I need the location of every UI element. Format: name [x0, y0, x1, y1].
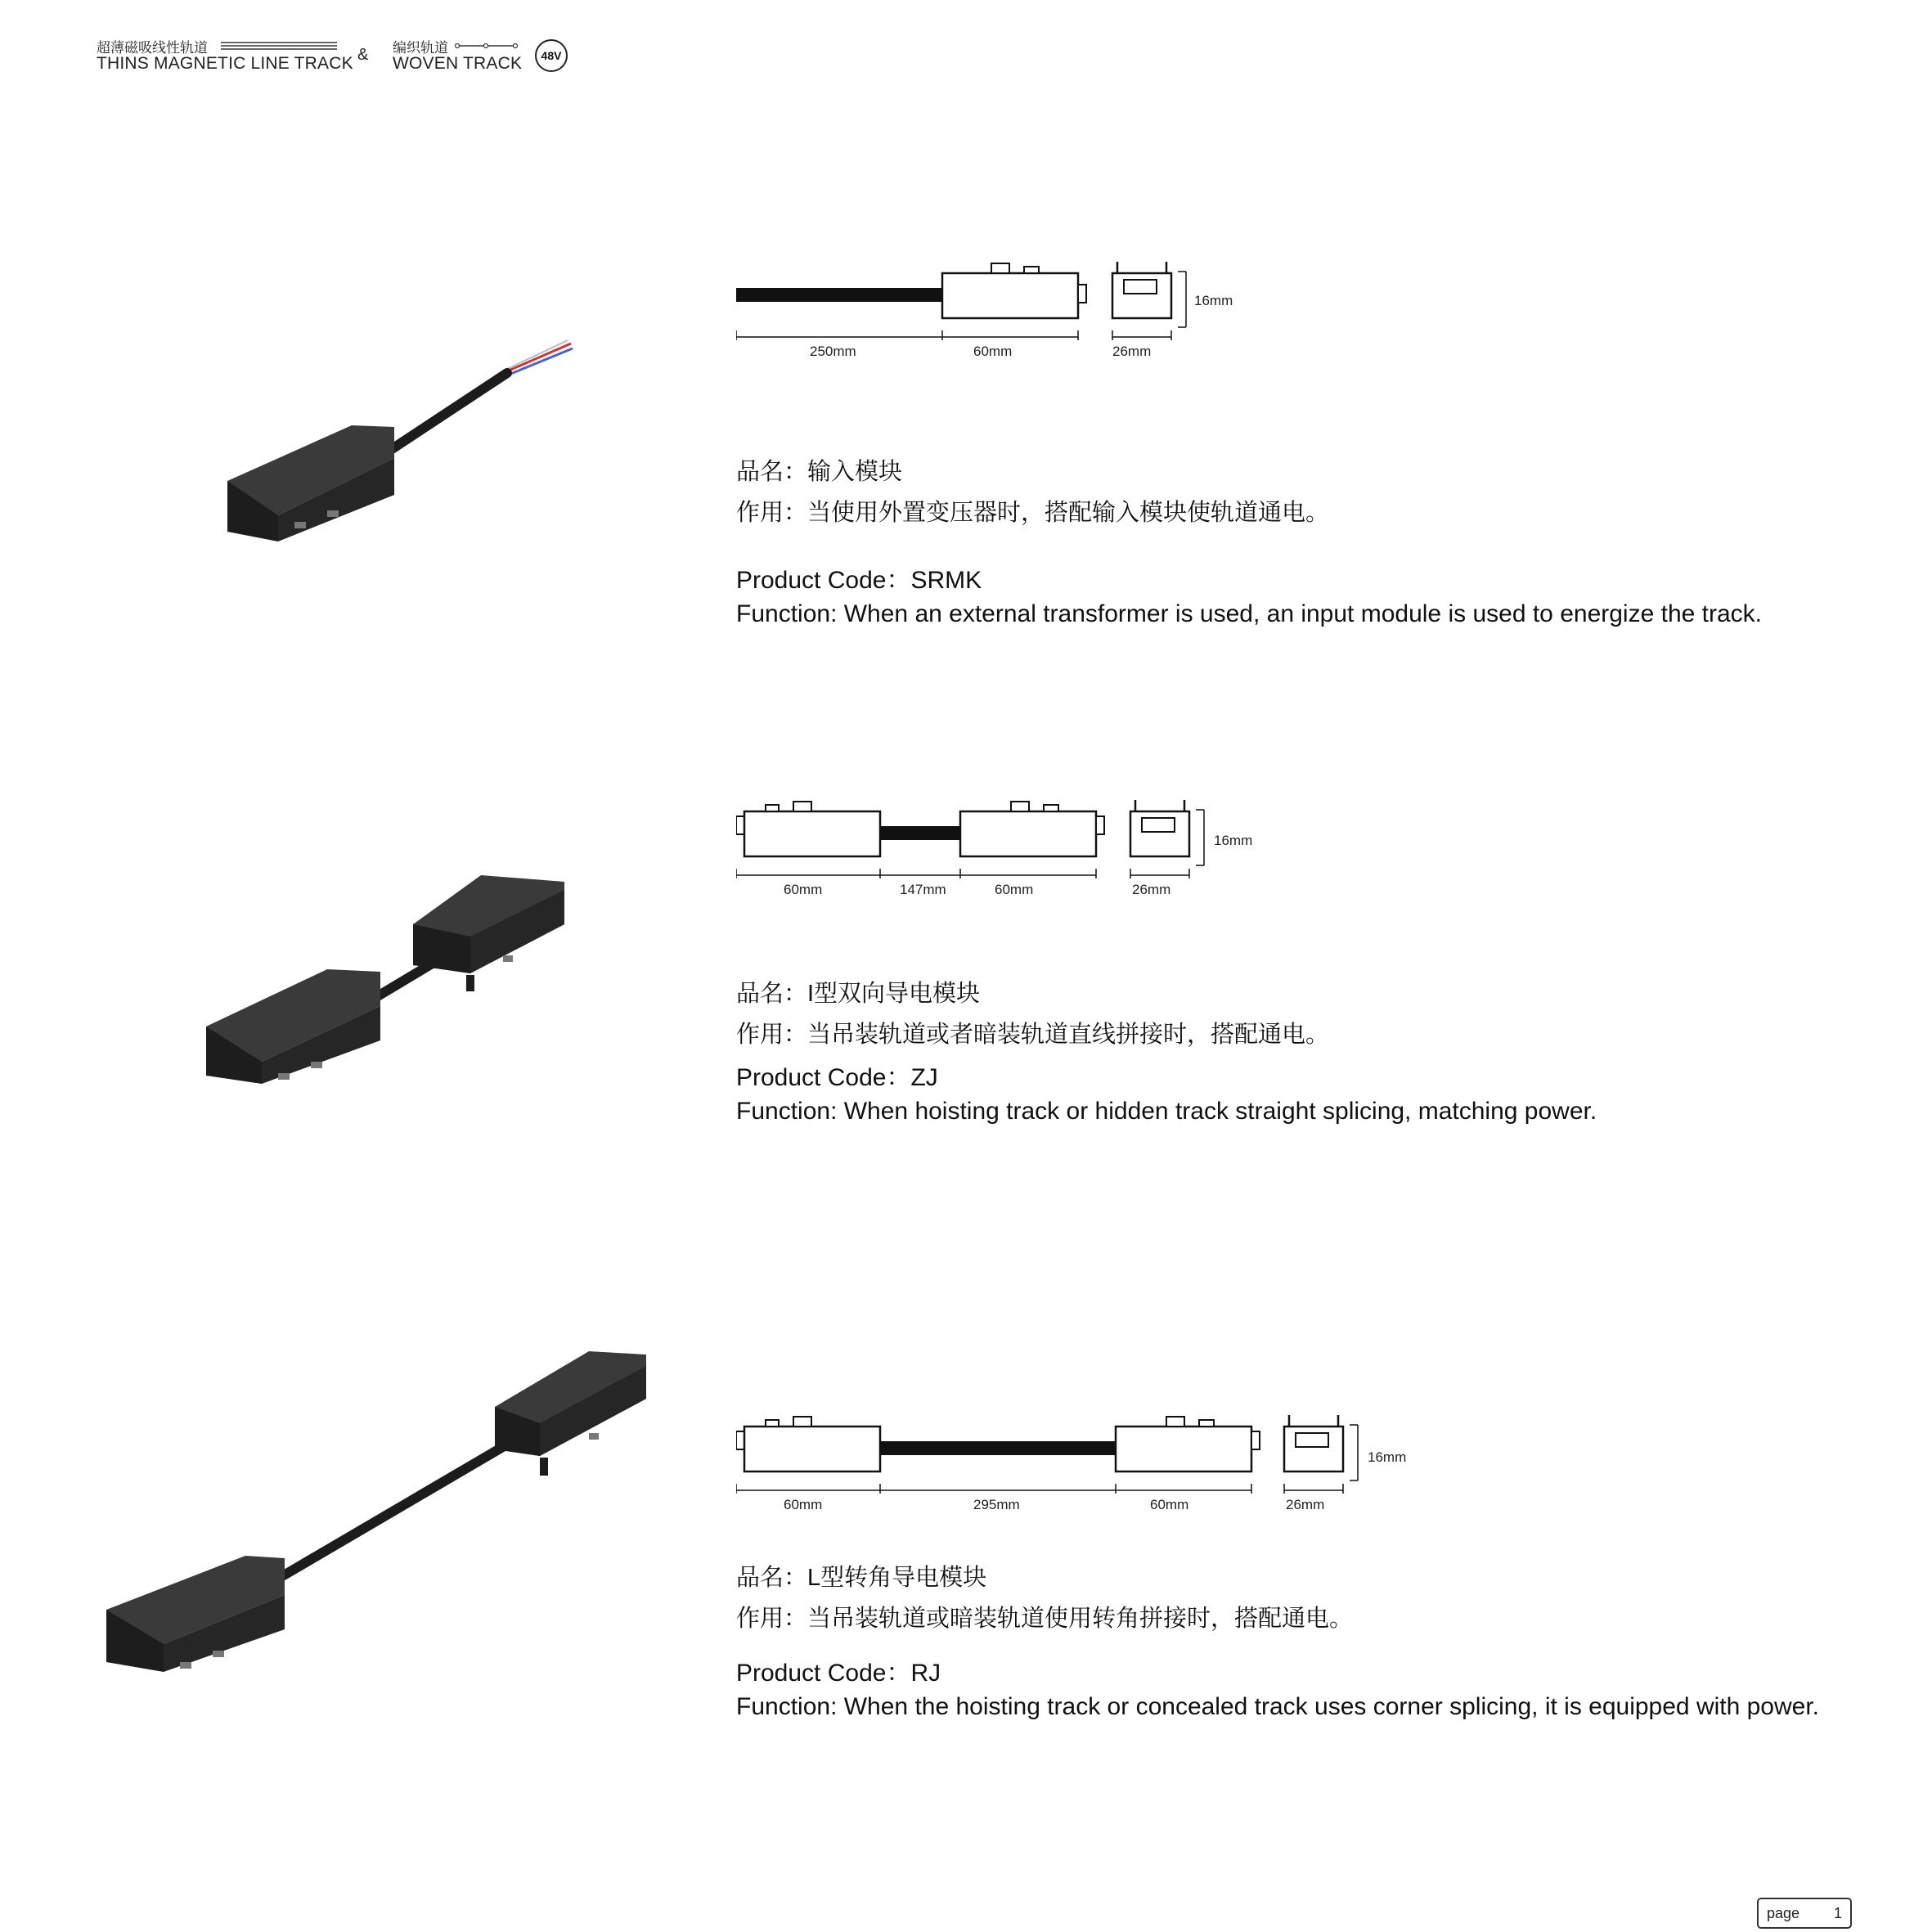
- dim-label: 60mm: [784, 1497, 823, 1512]
- dim-label: 16mm: [1194, 293, 1233, 308]
- product-name-cn: 品名：L型转角导电模块: [736, 1565, 987, 1591]
- input-module-photo: [204, 327, 581, 556]
- dim-label: 250mm: [810, 344, 856, 359]
- product-code: Product Code：ZJ: [736, 1064, 938, 1091]
- dim-label: 60mm: [784, 882, 823, 897]
- product-code: Product Code：SRMK: [736, 567, 982, 594]
- header-rule-lines: [221, 41, 337, 51]
- header-ampersand: &: [357, 46, 369, 64]
- dim-label: 60mm: [995, 882, 1034, 897]
- dim-label: 60mm: [973, 344, 1013, 359]
- page-number-box: [1757, 1898, 1852, 1929]
- dim-label: 26mm: [1112, 344, 1152, 359]
- header-woven-cn: 编织轨道: [393, 40, 448, 56]
- dim-label: 60mm: [1150, 1497, 1189, 1512]
- dim-label: 147mm: [900, 882, 946, 897]
- product-function-en: Function: When the hoisting track or concealed track uses corner splicing, it is equipped with power.: [736, 1693, 1820, 1720]
- product-code: Product Code：RJ: [736, 1660, 941, 1687]
- product-function-cn: 作用：当使用外置变压器时，搭配输入模块使轨道通电。: [736, 500, 1330, 526]
- dim-label: 295mm: [973, 1497, 1020, 1512]
- header-woven-line-icon: [455, 41, 519, 51]
- product-function-cn: 作用：当吊装轨道或暗装轨道使用转角拼接时，搭配通电。: [736, 1606, 1354, 1632]
- product-name-cn: 品名：输入模块: [736, 459, 903, 485]
- dim-label: 26mm: [1132, 882, 1171, 897]
- page-label: page: [1767, 1905, 1800, 1921]
- dim-label: 16mm: [1214, 833, 1253, 848]
- dim-label: 16mm: [1368, 1449, 1407, 1465]
- product-function-cn: 作用：当吊装轨道或者暗装轨道直线拼接时，搭配通电。: [736, 1022, 1330, 1048]
- voltage-badge: 48V: [535, 39, 568, 72]
- dim-label: 26mm: [1286, 1497, 1325, 1512]
- product-name-cn: 品名：I型双向导电模块: [736, 981, 981, 1007]
- l-type-module-photo: [98, 1341, 671, 1701]
- page-number: 1: [1833, 1905, 1842, 1921]
- product-function-en: Function: When an external transformer is used, an input module is used to energize the track.: [736, 600, 1762, 627]
- header-title-en: THINS MAGNETIC LINE TRACK: [97, 54, 353, 73]
- header-woven-en: WOVEN TRACK: [393, 54, 523, 73]
- product-function-en: Function: When hoisting track or hidden track straight splicing, matching power.: [736, 1098, 1597, 1125]
- header-title-cn: 超薄磁吸线性轨道: [97, 40, 208, 56]
- i-type-module-photo: [196, 859, 573, 1104]
